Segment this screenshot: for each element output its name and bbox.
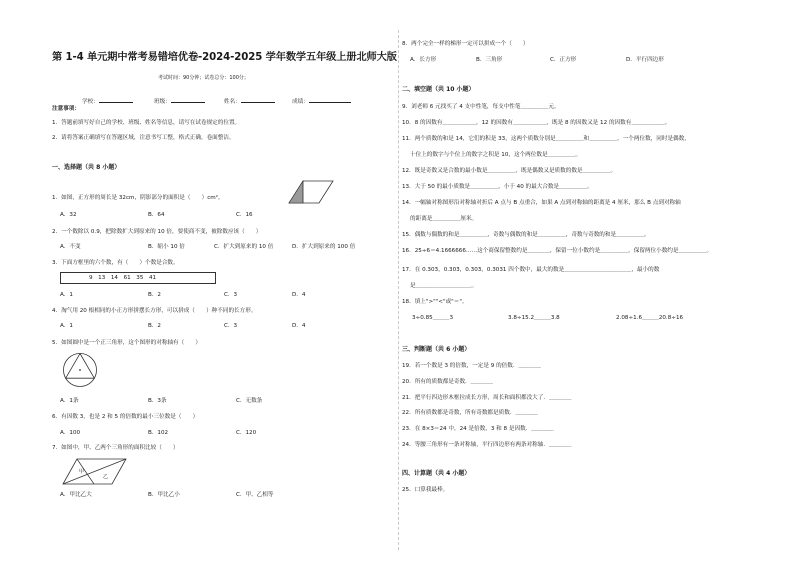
q5-center-dot — [79, 369, 81, 371]
q7-option-b[interactable]: B．甲比乙小 — [148, 492, 180, 498]
q5-text: 5．如图圆中是一个正三角形，这个图形的对称轴有（ ） — [52, 340, 201, 346]
q7-text: 7．如图中，甲、乙两个三角形的面积比较（ ） — [52, 445, 179, 451]
q6-text: 6．有因数 3，也是 2 和 5 的倍数的最小三位数是（ ） — [52, 414, 199, 420]
q1-option-b[interactable]: B．64 — [148, 212, 165, 218]
q4-option-b[interactable]: B．2 — [148, 323, 161, 329]
compare-3[interactable]: 2.08÷1.6＿＿＿20.8÷16 — [616, 315, 684, 321]
note-1: 1．答题前填写好自己的学校、班级、姓名等信息，请写在试卷规定的位置。 — [52, 120, 241, 126]
q7-label-yi: 乙 — [103, 474, 109, 480]
q6-option-c[interactable]: C．120 — [236, 430, 257, 436]
q3-option-b[interactable]: B．2 — [148, 292, 161, 298]
q3-text: 3．下面方框里的六个数，有（ ）个数是合数。 — [52, 260, 179, 266]
q5-option-a[interactable]: A．1条 — [60, 398, 79, 404]
q17-text: 17．在 0.303̇，0.30̇3̇，0.3̇03̇，0.3031 四个数中，最大的数是＿＿＿＿＿＿＿＿＿＿＿＿，最小的数 — [402, 267, 660, 273]
q10-text: 10．8 的因数有＿＿＿＿＿＿，12 的因数有＿＿＿＿＿＿，既是 8 的因数又是 12 的因数有＿＿＿＿＿＿。 — [402, 120, 671, 126]
note-2: 2．请将答案正确填写在答题区域，注意书写工整，格式正确，卷面整洁。 — [52, 135, 235, 141]
name-field[interactable] — [224, 96, 275, 106]
q4-option-a[interactable]: A．1 — [60, 323, 73, 329]
q4-option-d[interactable]: D．4 — [292, 323, 306, 329]
page-title: 第 1-4 单元期中常考易错培优卷-2024-2025 学年数学五年级上册北师大版 — [52, 52, 397, 63]
q4-option-c[interactable]: C．3 — [224, 323, 238, 329]
q15-text: 15．偶数与偶数的和是＿＿＿＿＿，奇数与偶数的和是＿＿＿＿＿，奇数与奇数的和是＿＿＿＿＿。 — [402, 232, 650, 238]
q3-number-box: 9 13 14 61 35 41 — [60, 272, 216, 284]
q1-figure — [288, 180, 334, 204]
q6-option-a[interactable]: A．100 — [60, 430, 81, 436]
q16-text: 16．25÷6＝4.1666666……这个商保留整数约是＿＿＿＿，保留一位小数约是＿＿＿＿＿，保留两位小数约是＿＿＿＿＿。 — [402, 248, 713, 254]
q8-option-c[interactable]: C．正方形 — [550, 57, 577, 63]
q14-text: 14．一幅轴对称图形沿对称轴对折后 A 点与 B 点重合，如果 A 点到对称轴的距离是 4 厘米，那么 B 点到对称轴 — [402, 200, 681, 206]
exam-info: 考试时间：90分钟；试卷总分：100分； — [158, 75, 249, 81]
q11-text: 11．两个质数的和是 14，它们的积是 33，这两个质数分别是＿＿＿＿＿和＿＿＿＿＿。一个两位数，同时是偶数， — [402, 136, 690, 142]
q7-figure — [62, 456, 128, 486]
q8-option-b[interactable]: B．三角形 — [476, 57, 503, 63]
q9-text: 9．刘老师 6 元找买了 4 支中性笔，每支中性笔＿＿＿＿＿元。 — [402, 104, 560, 110]
q3-option-c[interactable]: C．3 — [224, 292, 238, 298]
q2-option-c[interactable]: C．扩大到原来的 10 倍 — [214, 244, 274, 250]
q2-text: 2．一个数除以 0.9，把除数扩大到原来的 10 倍，要使商不变，被除数应该（ ） — [52, 229, 262, 235]
notes-heading: 注意事项： — [52, 106, 80, 112]
compare-2[interactable]: 3.8÷15.2＿＿＿3.8 — [508, 315, 560, 321]
q19-text: 19．若一个数是 3 的倍数，一定是 9 的倍数．＿＿＿＿ — [402, 363, 541, 369]
q2-option-a[interactable]: A．不变 — [60, 244, 81, 250]
q20-text: 20．所有的质数都是奇数．＿＿＿＿ — [402, 379, 494, 385]
q24-text: 24．等腰三角形有一条对称轴，平行四边形有两条对称轴．＿＿＿＿ — [402, 442, 572, 448]
section-choice-title: 一、选择题（共 8 小题） — [52, 164, 121, 171]
q3-option-d[interactable]: D．4 — [292, 292, 306, 298]
q1-text: 1．如图，正方形的周长是 32cm，阴影部分的面积是（ ）cm²。 — [52, 195, 224, 201]
q4-text: 4．淘气用 20 根相同的小正方形拼摆长方形，可以拼成（ ）种不同的长方形。 — [52, 308, 257, 314]
q5-option-c[interactable]: C．无数条 — [236, 398, 263, 404]
q14-text-cont: 的距离是＿＿＿＿＿厘米。 — [410, 216, 478, 222]
q23-text: 23．在 8×3＝24 中，24 是倍数，3 和 8 是因数．＿＿＿＿ — [402, 426, 554, 432]
q3-option-a[interactable]: A．1 — [60, 292, 73, 298]
name-label: 姓名： — [224, 99, 241, 105]
q25-text: 25．口算我最棒。 — [402, 487, 449, 493]
q7-option-a[interactable]: A．甲比乙大 — [60, 492, 92, 498]
q22-text: 22．所有质数都是奇数，所有奇数都是质数．＿＿＿＿ — [402, 410, 538, 416]
q5-figure — [62, 352, 98, 388]
q8-text: 8．两个完全一样的梯形一定可以拼成一个（ ） — [402, 41, 529, 47]
q1-option-c[interactable]: C．16 — [236, 212, 253, 218]
q13-text: 13．大于 50 的最小质数是＿＿＿＿＿，小于 40 的最大合数是＿＿＿＿＿。 — [402, 184, 593, 190]
q8-option-d[interactable]: D．平行四边形 — [626, 57, 664, 63]
q1-shaded-part — [289, 181, 303, 203]
q6-option-b[interactable]: B．102 — [148, 430, 169, 436]
q18-text: 18．填上">""<"或"＝"。 — [402, 299, 468, 305]
q5-option-b[interactable]: B．3条 — [148, 398, 167, 404]
section-calc-title: 四、计算题（共 4 小题） — [402, 470, 471, 477]
class-field[interactable] — [154, 96, 205, 106]
q7-diagonal — [63, 459, 126, 484]
q11-text-cont: 十位上的数字与个位上的数字之积是 10，这个两位数是＿＿＿＿＿。 — [410, 152, 582, 158]
q17-text-cont: 是＿＿＿＿＿＿＿＿＿＿。 — [410, 283, 478, 289]
compare-1[interactable]: 3÷0.85＿＿＿3 — [412, 315, 454, 321]
section-judge-title: 三、判断题（共 6 小题） — [402, 346, 471, 353]
class-label: 班级： — [154, 99, 171, 105]
q21-text: 21．把平行四边形木框拉成长方形，周长和面积都没大了．＿＿＿＿ — [402, 395, 572, 401]
q2-option-b[interactable]: B．缩小 10 倍 — [148, 244, 185, 250]
school-label: 学校： — [82, 99, 99, 105]
q12-text: 12．既是奇数又是合数的最小数是＿＿＿＿＿，既是偶数又是质数的数是＿＿＿＿＿。 — [402, 168, 617, 174]
column-divider — [398, 30, 399, 550]
score-field[interactable] — [292, 96, 351, 106]
school-field[interactable] — [82, 96, 133, 106]
q2-option-d[interactable]: D．扩大到原来的 100 倍 — [292, 244, 356, 250]
q8-option-a[interactable]: A．长方形 — [410, 57, 437, 63]
q7-label-jia: 甲 — [79, 469, 85, 475]
section-fill-title: 二、填空题（共 10 小题） — [402, 86, 475, 93]
q7-option-c[interactable]: C．甲、乙相等 — [236, 492, 274, 498]
q1-option-a[interactable]: A．32 — [60, 212, 77, 218]
score-label: 成绩： — [292, 99, 309, 105]
